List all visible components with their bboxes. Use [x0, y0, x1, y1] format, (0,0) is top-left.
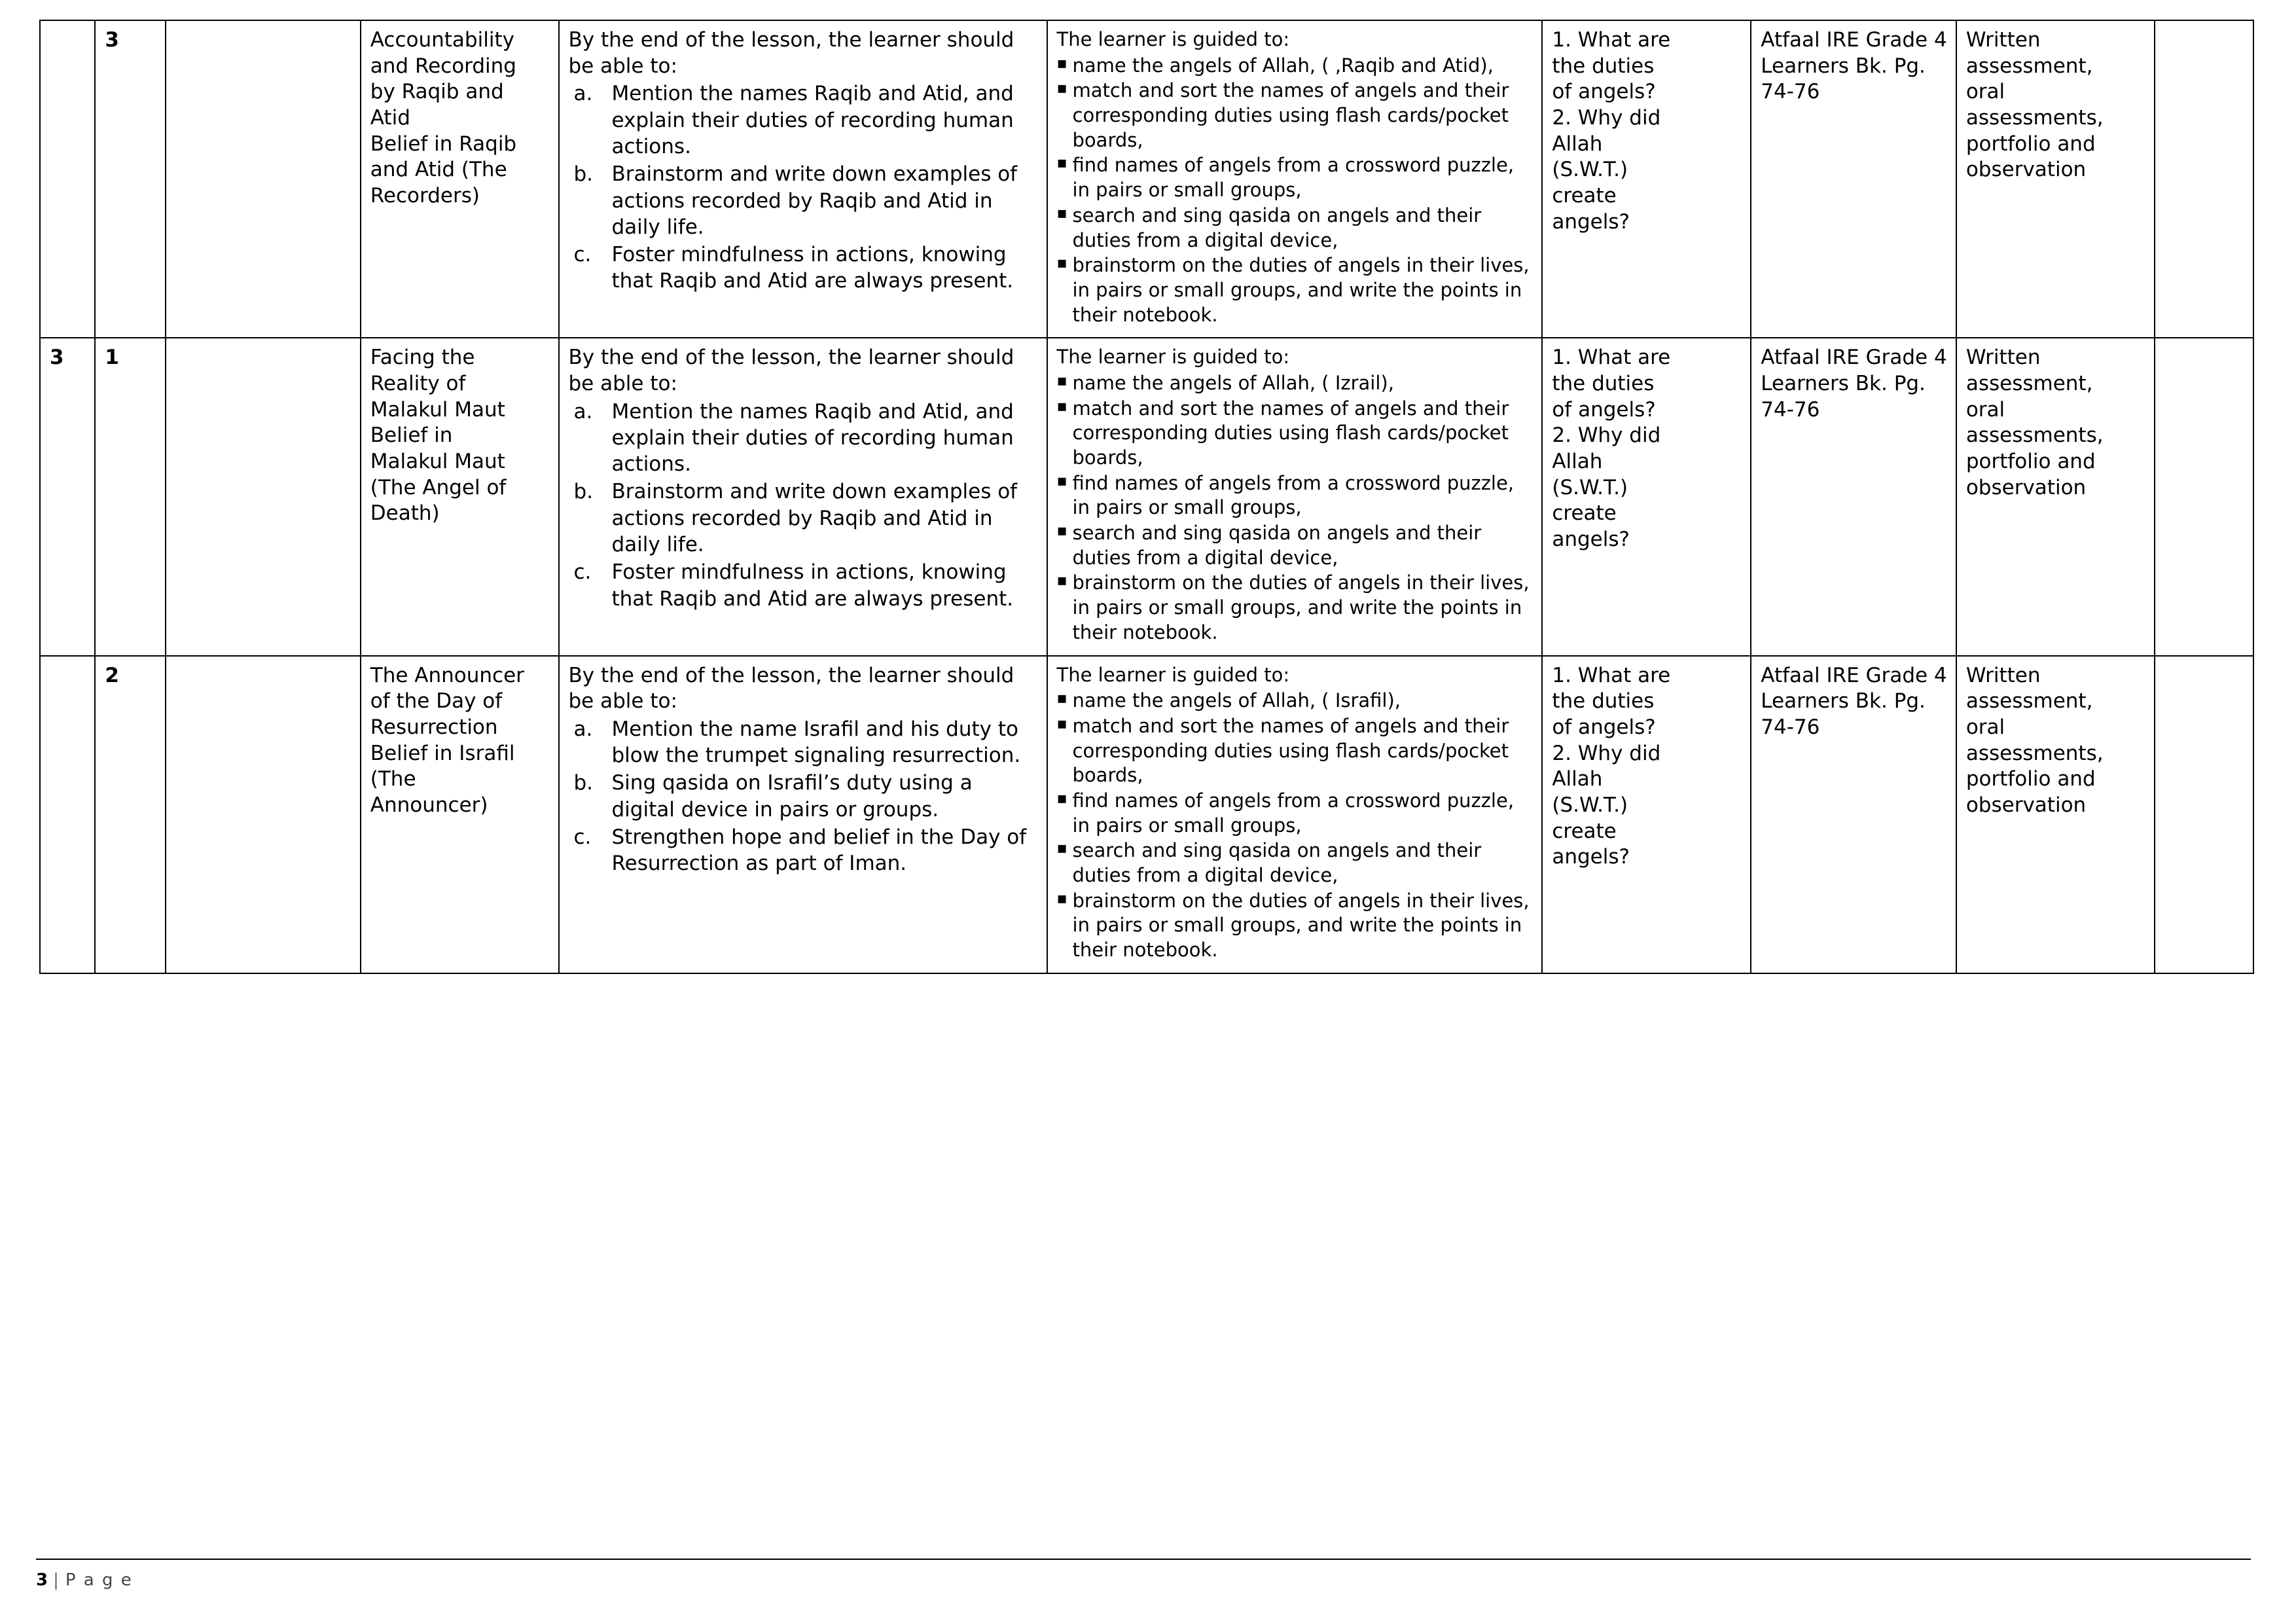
- assessment-line: portfolio and: [1965, 449, 2096, 473]
- resource-line: Atfaal IRE Grade 4: [1761, 663, 1947, 687]
- key-inquiry-line: 2. Why did: [1552, 424, 1661, 448]
- objective-marker: b.: [573, 771, 594, 795]
- sub-strand-line: Atid: [370, 106, 410, 130]
- sub-strand-line: Accountability: [370, 28, 514, 52]
- sub-strand-line: Announcer): [370, 793, 488, 817]
- objectives-lead: By the end of the lesson, the learner should be able to:: [568, 663, 1014, 713]
- objectives-list: [569, 716, 1039, 877]
- objective-marker: c.: [573, 825, 592, 850]
- resource-line: Learners Bk. Pg. 74-76: [1761, 371, 1926, 422]
- sub-strand-line: and Recording: [370, 54, 516, 78]
- cell-resources: [1751, 656, 1956, 973]
- resource-line: Atfaal IRE Grade 4: [1761, 28, 1947, 52]
- assessment-line: assessments,: [1965, 106, 2104, 130]
- objective-marker: c.: [573, 560, 592, 585]
- key-inquiry-line: 2. Why did: [1552, 106, 1661, 130]
- page-footer: [36, 1559, 2251, 1590]
- learning-item: ▪ brainstorm on the duties of angels in their lives, in pairs or small groups, and write the points in their notebook.: [1057, 571, 1534, 645]
- sub-strand-line: Malakul Maut: [370, 397, 505, 422]
- cell-assessment: [1956, 20, 2155, 338]
- cell-key-inquiry: [1542, 20, 1751, 338]
- key-inquiry-line: of angels?: [1552, 715, 1656, 739]
- footer-page-word: P a g e: [65, 1570, 133, 1590]
- learning-item: ▪ brainstorm on the duties of angels in their lives, in pairs or small groups, and write the points in their notebook.: [1057, 253, 1534, 327]
- cell-week: [40, 20, 95, 338]
- sub-strand-line: The Announcer: [370, 663, 524, 687]
- sub-strand-line: (The: [370, 767, 416, 791]
- learning-item: ▪ search and sing qasida on angels and their duties from a digital device,: [1057, 839, 1534, 888]
- assessment-line: oral: [1965, 715, 2005, 739]
- table-row: [40, 338, 2253, 655]
- objective-text: Brainstorm and write down examples of actions recorded by Raqib and Atid in daily life.: [611, 162, 1018, 239]
- key-inquiry-line: (S.W.T.): [1552, 158, 1628, 182]
- cell-objectives: [559, 20, 1047, 338]
- assessment-line: Written: [1965, 346, 2041, 370]
- assessment-line: assessment,: [1965, 689, 2093, 713]
- cell-sub-strand: [361, 20, 559, 338]
- objective-item: [569, 824, 1039, 877]
- cell-week: 3: [40, 338, 95, 655]
- assessment-line: assessments,: [1965, 741, 2104, 765]
- cell-assessment: [1956, 656, 2155, 973]
- objective-item: [569, 161, 1039, 240]
- sub-strand-line: Reality of: [370, 371, 466, 395]
- cell-reflection: [2155, 20, 2253, 338]
- key-inquiry-line: create: [1552, 501, 1617, 526]
- objective-text: Foster mindfulness in actions, knowing that Raqib and Atid are always present.: [611, 243, 1014, 293]
- sub-strand-line: Belief in: [370, 424, 453, 448]
- sub-strand-line: Recorders): [370, 184, 480, 208]
- cell-week: [40, 656, 95, 973]
- table-row: [40, 656, 2253, 973]
- assessment-line: portfolio and: [1965, 767, 2096, 791]
- key-inquiry-line: 1. What are: [1552, 28, 1671, 52]
- cell-sub-strand: [361, 656, 559, 973]
- objective-marker: a.: [573, 399, 593, 424]
- cell-reflection: [2155, 338, 2253, 655]
- key-inquiry-line: 1. What are: [1552, 346, 1671, 370]
- cell-assessment: [1956, 338, 2155, 655]
- cell-lesson: 2: [95, 656, 166, 973]
- objectives-lead: By the end of the lesson, the learner should be able to:: [568, 346, 1014, 395]
- sub-strand-line: Belief in Israfil: [370, 741, 515, 765]
- cell-resources: [1751, 20, 1956, 338]
- assessment-line: portfolio and: [1965, 132, 2096, 156]
- key-inquiry-line: 2. Why did: [1552, 741, 1661, 765]
- key-inquiry-line: Allah: [1552, 449, 1603, 473]
- sub-strand-line: Malakul Maut: [370, 449, 505, 473]
- cell-reflection: [2155, 656, 2253, 973]
- assessment-line: Written: [1965, 663, 2041, 687]
- assessment-line: assessment,: [1965, 371, 2093, 395]
- objective-text: Mention the names Raqib and Atid, and explain their duties of recording human actions.: [611, 82, 1014, 158]
- learning-item: ▪ name the angels of Allah, ( Izrail),: [1057, 371, 1534, 396]
- cell-strand: [166, 656, 360, 973]
- objectives-list: [569, 399, 1039, 612]
- key-inquiry-line: create: [1552, 184, 1617, 208]
- learning-item: ▪ match and sort the names of angels and their corresponding duties using flash cards/pocket boards,: [1057, 397, 1534, 471]
- objective-item: [569, 399, 1039, 478]
- learning-item: ▪ match and sort the names of angels and their corresponding duties using flash cards/pocket boards,: [1057, 714, 1534, 788]
- cell-strand: [166, 20, 360, 338]
- learning-item: ▪ brainstorm on the duties of angels in their lives, in pairs or small groups, and write the points in their notebook.: [1057, 889, 1534, 963]
- key-inquiry-line: (S.W.T.): [1552, 475, 1628, 499]
- table-row: [40, 20, 2253, 338]
- key-inquiry-line: Allah: [1552, 767, 1603, 791]
- objective-item: [569, 770, 1039, 823]
- key-inquiry-line: angels?: [1552, 527, 1630, 551]
- cell-learning-experiences: [1047, 656, 1543, 973]
- objective-text: Brainstorm and write down examples of actions recorded by Raqib and Atid in daily life.: [611, 480, 1018, 557]
- learning-list: [1057, 371, 1534, 645]
- cell-learning-experiences: [1047, 338, 1543, 655]
- key-inquiry-line: the duties: [1552, 689, 1655, 713]
- cell-objectives: [559, 656, 1047, 973]
- key-inquiry-line: of angels?: [1552, 397, 1656, 422]
- sub-strand-line: and Atid (The: [370, 158, 507, 182]
- resource-line: Learners Bk. Pg. 74-76: [1761, 54, 1926, 104]
- key-inquiry-line: 1. What are: [1552, 663, 1671, 687]
- assessment-line: observation: [1965, 475, 2087, 499]
- assessment-line: observation: [1965, 793, 2087, 817]
- key-inquiry-line: angels?: [1552, 845, 1630, 869]
- cell-lesson: 1: [95, 338, 166, 655]
- objective-text: Mention the names Raqib and Atid, and explain their duties of recording human actions.: [611, 399, 1014, 477]
- resource-line: Atfaal IRE Grade 4: [1761, 346, 1947, 370]
- learning-item: ▪ search and sing qasida on angels and their duties from a digital device,: [1057, 521, 1534, 570]
- objective-marker: b.: [573, 162, 594, 187]
- objective-marker: c.: [573, 243, 592, 267]
- learning-lead: The learner is guided to:: [1056, 346, 1290, 369]
- key-inquiry-line: of angels?: [1552, 80, 1656, 104]
- cell-lesson: 3: [95, 20, 166, 338]
- sub-strand-line: Facing the: [370, 346, 475, 370]
- learning-item: ▪ find names of angels from a crossword puzzle, in pairs or small groups,: [1057, 789, 1534, 838]
- cell-key-inquiry: [1542, 656, 1751, 973]
- key-inquiry-line: create: [1552, 819, 1617, 843]
- sub-strand-line: (The Angel of: [370, 475, 507, 499]
- sub-strand-line: of the Day of: [370, 689, 503, 713]
- objective-item: [569, 559, 1039, 612]
- objective-text: Foster mindfulness in actions, knowing that Raqib and Atid are always present.: [611, 560, 1014, 611]
- learning-item: ▪ name the angels of Allah, ( Israfil),: [1057, 689, 1534, 713]
- assessment-line: Written: [1965, 28, 2041, 52]
- assessment-line: observation: [1965, 158, 2087, 182]
- key-inquiry-line: the duties: [1552, 371, 1655, 395]
- objective-item: [569, 478, 1039, 558]
- cell-resources: [1751, 338, 1956, 655]
- learning-lead: The learner is guided to:: [1056, 28, 1290, 50]
- objectives-list: [569, 81, 1039, 294]
- cell-sub-strand: [361, 338, 559, 655]
- footer-separator: |: [53, 1570, 60, 1590]
- objectives-lead: By the end of the lesson, the learner should be able to:: [568, 28, 1014, 78]
- sub-strand-line: Resurrection: [370, 715, 498, 739]
- assessment-line: oral: [1965, 80, 2005, 104]
- learning-list: [1057, 54, 1534, 328]
- learning-list: [1057, 689, 1534, 963]
- cell-learning-experiences: [1047, 20, 1543, 338]
- resource-line: Learners Bk. Pg. 74-76: [1761, 689, 1926, 739]
- cell-strand: [166, 338, 360, 655]
- learning-item: ▪ match and sort the names of angels and their corresponding duties using flash cards/pocket boards,: [1057, 79, 1534, 153]
- sub-strand-line: by Raqib and: [370, 80, 504, 104]
- cell-objectives: [559, 338, 1047, 655]
- learning-item: ▪ search and sing qasida on angels and their duties from a digital device,: [1057, 204, 1534, 253]
- objective-text: Sing qasida on Israfil’s duty using a digital device in pairs or groups.: [611, 771, 973, 821]
- objective-marker: a.: [573, 82, 593, 106]
- key-inquiry-line: the duties: [1552, 54, 1655, 78]
- objective-item: [569, 242, 1039, 295]
- assessment-line: oral: [1965, 397, 2005, 422]
- scheme-of-work-table: [39, 20, 2254, 974]
- sub-strand-line: Belief in Raqib: [370, 132, 517, 156]
- cell-key-inquiry: [1542, 338, 1751, 655]
- footer-page-number: 3: [36, 1570, 48, 1590]
- learning-item: ▪ name the angels of Allah, ( ,Raqib and Atid),: [1057, 54, 1534, 79]
- objective-item: [569, 716, 1039, 769]
- key-inquiry-line: angels?: [1552, 209, 1630, 234]
- objective-text: Mention the name Israfil and his duty to blow the trumpet signaling resurrection.: [611, 717, 1021, 768]
- assessment-line: assessment,: [1965, 54, 2093, 78]
- objective-text: Strengthen hope and belief in the Day of Resurrection as part of Iman.: [611, 825, 1027, 876]
- key-inquiry-line: (S.W.T.): [1552, 793, 1628, 817]
- sub-strand-line: Death): [370, 501, 440, 526]
- learning-item: ▪ find names of angels from a crossword puzzle, in pairs or small groups,: [1057, 153, 1534, 202]
- objective-marker: b.: [573, 480, 594, 504]
- key-inquiry-line: Allah: [1552, 132, 1603, 156]
- learning-item: ▪ find names of angels from a crossword puzzle, in pairs or small groups,: [1057, 471, 1534, 520]
- objective-item: [569, 81, 1039, 160]
- assessment-line: assessments,: [1965, 424, 2104, 448]
- objective-marker: a.: [573, 717, 593, 741]
- learning-lead: The learner is guided to:: [1056, 663, 1290, 686]
